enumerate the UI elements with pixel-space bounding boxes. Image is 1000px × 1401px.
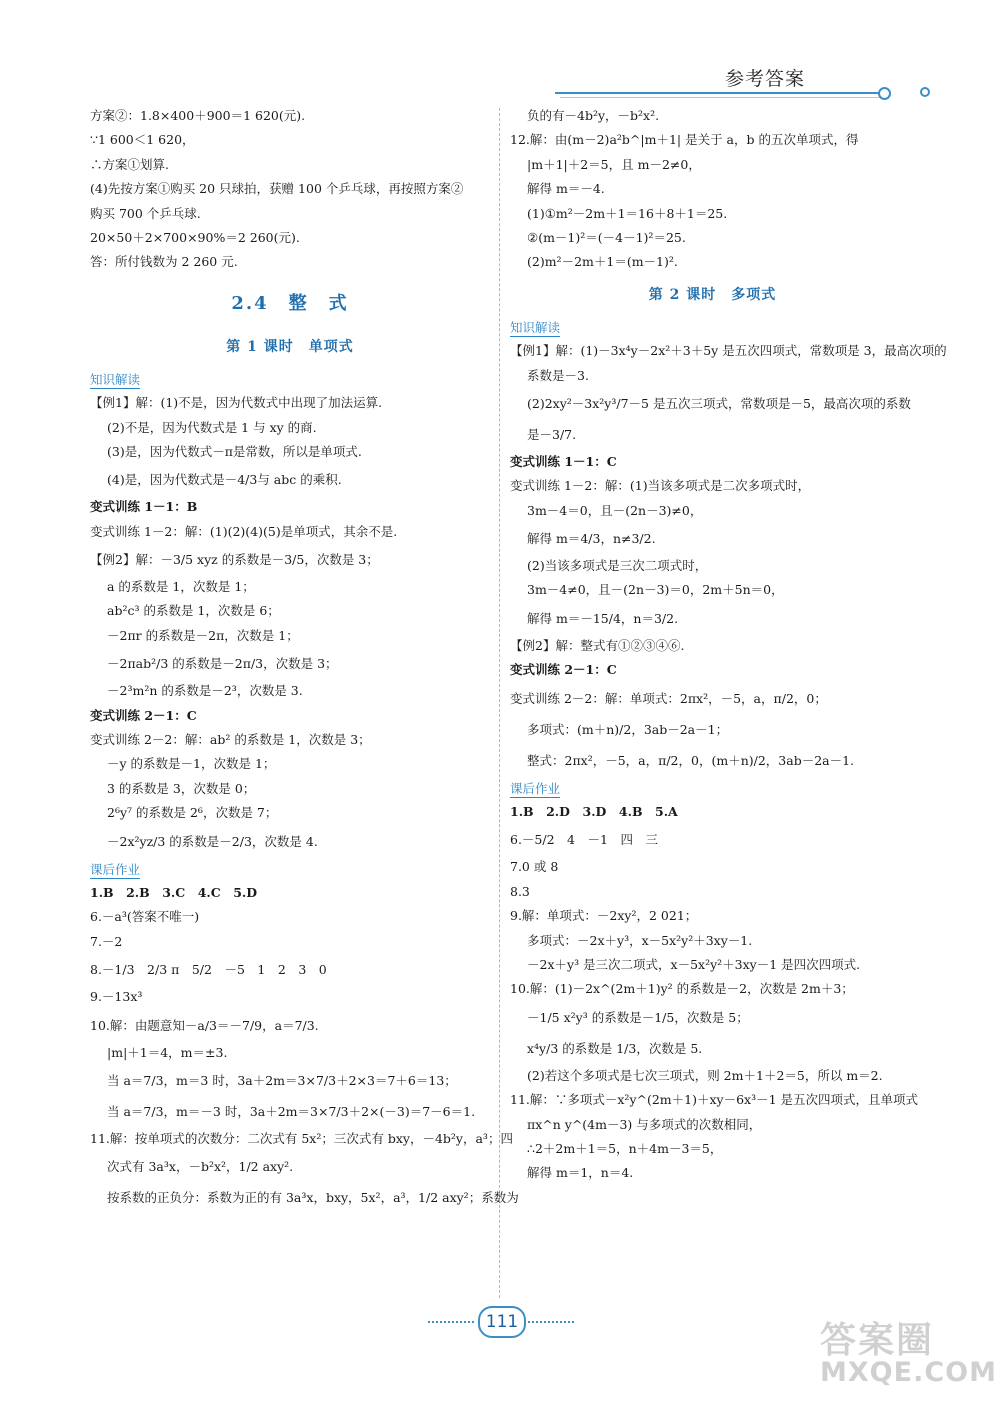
section-title: 2.4 整 式 bbox=[231, 292, 349, 314]
lesson-title: 第 1 课时 单项式 bbox=[226, 338, 354, 355]
answer-line: 6.－a³(答案不唯一) bbox=[90, 909, 200, 925]
answer-line: －2x＋y³ 是三次二项式，x－5x²y²＋3xy－1 是四次四项式. bbox=[527, 956, 861, 972]
answer-line: 购买 700 个乒乓球. bbox=[90, 205, 201, 221]
answer-line: ab²c³ 的系数是 1，次数是 6； bbox=[107, 603, 280, 619]
section-tag-row bbox=[90, 857, 490, 881]
answer-line: 3m－4＝0，且－(2n－3)≠0， bbox=[527, 502, 703, 518]
answer-line: (2)当该多项式是三次二项式时， bbox=[527, 558, 708, 574]
answer-line: 10.解：由题意知－a/3＝－7/9，a＝7/3. bbox=[90, 1017, 319, 1033]
header-rule bbox=[555, 92, 885, 94]
answer-line: 8.－1/3 2/3 π 5/2 －5 1 2 3 0 bbox=[90, 962, 327, 978]
answer-line: 变式训练 2－2：解：单项式：2πx²，－5，a，π/2，0； bbox=[510, 690, 827, 706]
answer-line: 变式训练 1－1：B bbox=[90, 499, 198, 515]
answer-line: 8.3 bbox=[510, 883, 530, 899]
header-circle-icon bbox=[878, 87, 891, 100]
answer-line: (4)先按方案①购买 20 只球拍，获赠 100 个乒乓球，再按照方案② bbox=[90, 181, 464, 197]
answer-line: 11.解：按单项式的次数分：二次式有 5x²；三次式有 bxy，－4b²y，a³；四 bbox=[90, 1130, 513, 1146]
answer-line: 变式训练 2－2：解：ab² 的系数是 1，次数是 3； bbox=[90, 732, 371, 748]
answer-line: (2)2xy²－3x²y³/7－5 是五次三项式，常数项是－5，最高次项的系数 bbox=[527, 395, 911, 411]
answer-line: (2)若这个多项式是七次三项式，则 2m＋1＋2＝5，所以 m＝2. bbox=[527, 1067, 883, 1083]
answer-line: 次式有 3a³x，－b²x²，1/2 axy². bbox=[107, 1159, 294, 1175]
answer-line: ∴方案①划算. bbox=[90, 156, 169, 172]
header-circle-icon bbox=[920, 87, 930, 97]
answer-line: 12.解：由(m－2)a²b^|m＋1| 是关于 a，b 的五次单项式，得 bbox=[510, 132, 859, 148]
answer-line: 是－3/7. bbox=[527, 426, 577, 442]
answer-line: 2⁶y⁷ 的系数是 2⁶，次数是 7； bbox=[107, 805, 278, 821]
answer-line: 方案②：1.8×400＋900＝1 620(元). bbox=[90, 108, 306, 123]
answer-line: (2)m²－2m＋1＝(m－1)². bbox=[527, 254, 678, 270]
answer-line: 变式训练 1－1：C bbox=[510, 453, 617, 469]
answer-line: 1.B 2.B 3.C 4.C 5.D bbox=[90, 884, 258, 900]
answer-line: 7.0 或 8 bbox=[510, 859, 559, 875]
answer-line: 答：所付钱数为 2 260 元. bbox=[90, 254, 238, 270]
answer-line: 【例2】解：－3/5 xyz 的系数是－3/5，次数是 3； bbox=[90, 552, 379, 568]
section-tag-row bbox=[90, 367, 490, 391]
answer-line: 解得 m＝1，n＝4. bbox=[527, 1165, 634, 1181]
answer-line: －2πab²/3 的系数是－2π/3，次数是 3； bbox=[107, 656, 338, 672]
section-tag-row bbox=[510, 315, 915, 339]
answer-line: 多项式：－2x＋y³，x－5x²y²＋3xy－1. bbox=[527, 932, 753, 948]
answer-line: 解得 m＝－15/4，n＝3/2. bbox=[527, 610, 679, 626]
answer-line: 11.解：∵多项式－x²y^(2m＋1)＋xy－6x³－1 是五次四项式，且单项式 bbox=[510, 1092, 919, 1108]
answer-line: 1.B 2.D 3.D 4.B 5.A bbox=[510, 804, 678, 820]
answer-line: 3 的系数是 3，次数是 0； bbox=[107, 780, 256, 796]
watermark-url: MXQE.COM bbox=[820, 1357, 997, 1388]
answer-line: 变式训练 2－1：C bbox=[90, 707, 197, 723]
answer-line: 20×50＋2×700×90%＝2 260(元). bbox=[90, 229, 300, 245]
answer-line: 9.解：单项式：－2xy²，2 021； bbox=[510, 908, 698, 924]
answer-line: ∴2＋2m＋1＝5，n＋4m－3＝5， bbox=[527, 1140, 723, 1156]
answer-line: 解得 m＝－4. bbox=[527, 181, 605, 197]
answer-line: 多项式：(m＋n)/2，3ab－2a－1； bbox=[527, 721, 729, 737]
answer-line: 【例1】解：(1)不是，因为代数式中出现了加法运算. bbox=[90, 395, 383, 411]
answer-line: 当 a＝7/3，m＝－3 时，3a＋2m＝3×7/3＋2×(－3)＝7－6＝1. bbox=[107, 1103, 476, 1119]
answer-line: 变式训练 1－2：解：(1)当该多项式是二次多项式时， bbox=[510, 478, 811, 494]
answer-line: (1)①m²－2m＋1＝16＋8＋1＝25. bbox=[527, 205, 728, 221]
answer-line: ②(m－1)²＝(－4－1)²＝25. bbox=[527, 229, 686, 245]
answer-line: －2³m²n 的系数是－2³，次数是 3. bbox=[107, 683, 303, 699]
answer-line: (2)不是，因为代数式是 1 与 xy 的商. bbox=[107, 419, 317, 435]
answer-line: a 的系数是 1，次数是 1； bbox=[107, 579, 255, 595]
answer-line: 解得 m＝4/3，n≠3/2. bbox=[527, 531, 656, 547]
footer-dots-right bbox=[528, 1321, 574, 1323]
answer-line: 负的有－4b²y，－b²x². bbox=[527, 108, 660, 123]
answer-line: 当 a＝7/3，m＝3 时，3a＋2m＝3×7/3＋2×3＝7＋6＝13； bbox=[107, 1072, 457, 1088]
header-title: 参考答案 bbox=[725, 68, 806, 90]
column-divider bbox=[499, 108, 500, 1298]
answer-line: 变式训练 2－1：C bbox=[510, 662, 617, 678]
answer-line: |m|＋1＝4，m＝±3. bbox=[107, 1044, 228, 1060]
section-tag: 课后作业 bbox=[90, 861, 141, 877]
watermark-logo-text: 答案圈 bbox=[820, 1320, 935, 1361]
section-tag: 课后作业 bbox=[510, 780, 561, 796]
answer-line: 系数是－3. bbox=[527, 367, 589, 383]
lesson-title: 第 2 课时 多项式 bbox=[648, 286, 777, 303]
answer-line: 7.－2 bbox=[90, 933, 123, 949]
section-tag: 知识解读 bbox=[90, 371, 141, 387]
answer-line: 按系数的正负分：系数为正的有 3a³x，bxy，5x²，a³，1/2 axy²；系数为 bbox=[107, 1190, 519, 1206]
answer-line: (3)是，因为代数式－π是常数，所以是单项式. bbox=[107, 443, 362, 459]
answer-line: 9.－13x³ bbox=[90, 989, 143, 1005]
answer-line: －2πr 的系数是－2π，次数是 1； bbox=[107, 627, 299, 643]
left-column bbox=[90, 104, 519, 1213]
right-column bbox=[510, 104, 947, 1186]
answer-line: |m＋1|＋2＝5，且 m－2≠0， bbox=[527, 156, 701, 172]
answer-line: x⁴y/3 的系数是 1/3，次数是 5. bbox=[527, 1040, 703, 1056]
header-rule-thin bbox=[560, 97, 880, 98]
page-number: 111 bbox=[478, 1306, 526, 1338]
answer-line: πx^n y^(4m－3) 与多项式的次数相同， bbox=[527, 1116, 762, 1132]
answer-line: 10.解：(1)－2x^(2m＋1)y² 的系数是－2，次数是 2m＋3； bbox=[510, 981, 854, 997]
section-tag-row bbox=[510, 776, 915, 800]
answer-line: 变式训练 1－2：解：(1)(2)(4)(5)是单项式，其余不是. bbox=[90, 523, 398, 539]
answer-line: (4)是，因为代数式是－4/3与 abc 的乘积. bbox=[107, 472, 342, 488]
answer-line: 【例2】解：整式有①②③④⑥. bbox=[510, 637, 685, 653]
answer-line: －1/5 x²y³ 的系数是－1/5，次数是 5； bbox=[527, 1009, 749, 1025]
footer-dots-left bbox=[428, 1321, 474, 1323]
watermark bbox=[820, 1312, 997, 1388]
answer-line: －y 的系数是－1，次数是 1； bbox=[107, 756, 276, 772]
answer-line: 6.－5/2 4 －1 四 三 bbox=[510, 832, 658, 848]
answer-line: 3m－4≠0，且－(2n－3)＝0，2m＋5n＝0， bbox=[527, 582, 784, 598]
answer-line: ∵1 600＜1 620， bbox=[90, 132, 195, 148]
answer-line: 【例1】解：(1)－3x⁴y－2x²＋3＋5y 是五次四项式，常数项是 3，最高次项的 bbox=[510, 343, 947, 359]
answer-line: －2x²yz/3 的系数是－2/3，次数是 4. bbox=[107, 833, 318, 849]
answer-line: 整式：2πx²，－5，a，π/2，0，(m＋n)/2，3ab－2a－1. bbox=[527, 752, 855, 768]
section-tag: 知识解读 bbox=[510, 319, 561, 335]
